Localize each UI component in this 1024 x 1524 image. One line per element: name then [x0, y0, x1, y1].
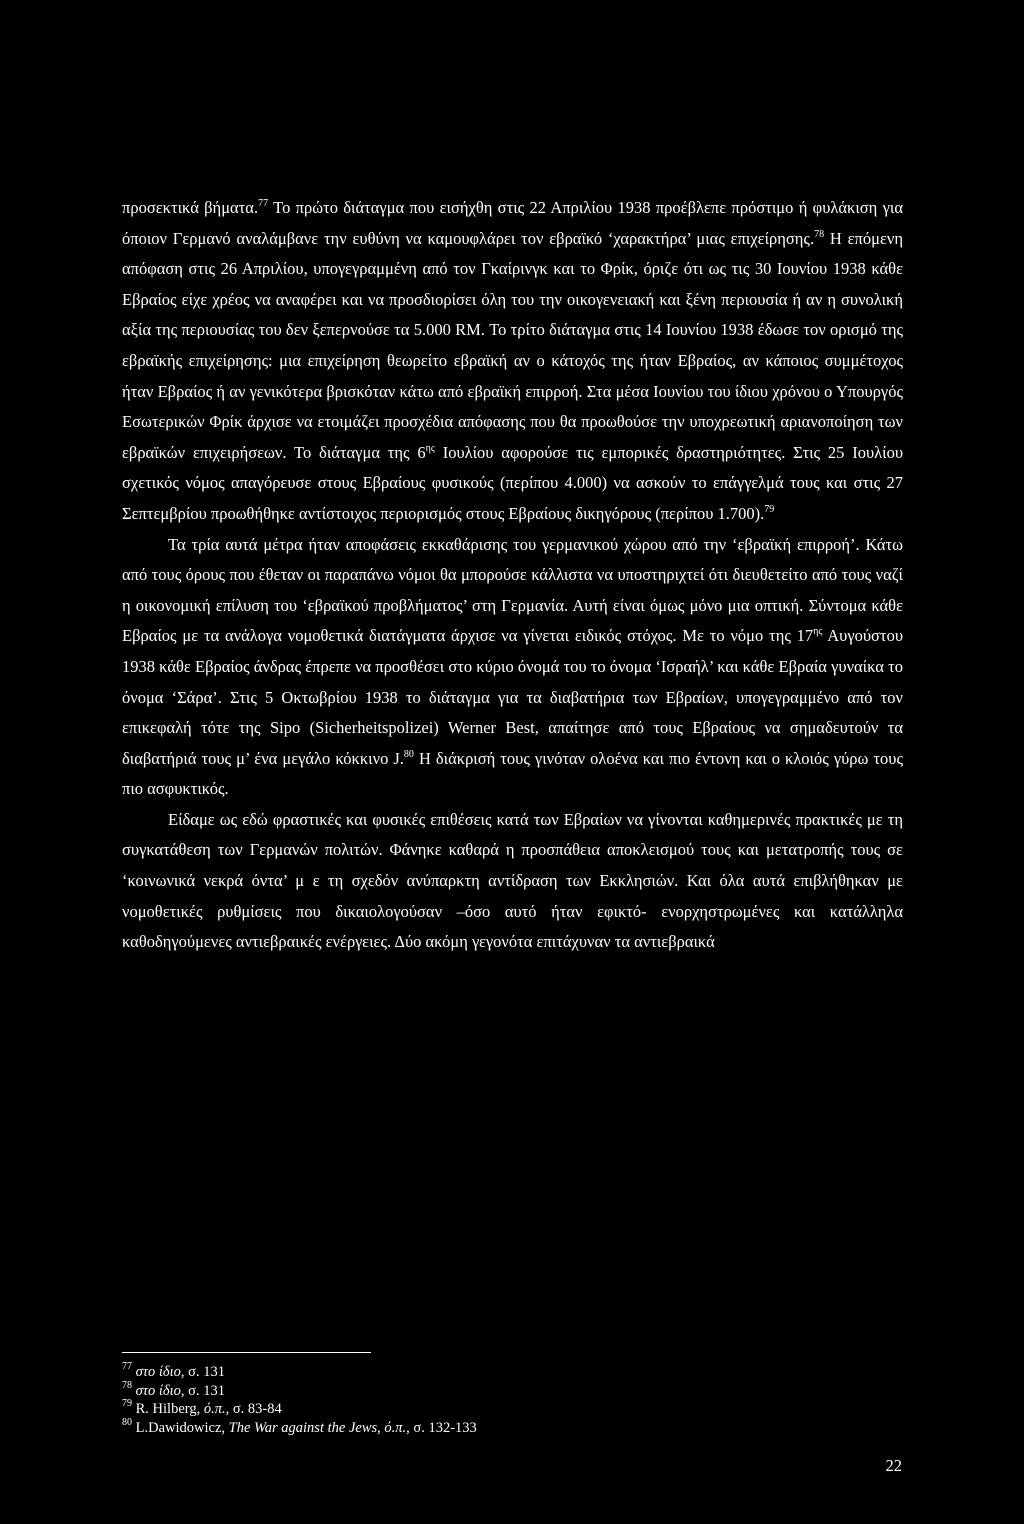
footnote-source: The War against the Jews, ό.π.,	[228, 1419, 410, 1436]
paragraph	[122, 193, 903, 530]
footnote-pages: σ. 132-133	[409, 1419, 477, 1436]
footnote-ref: 78	[814, 228, 825, 240]
footnote-ref: ης	[813, 626, 823, 638]
footnote	[122, 1363, 822, 1382]
body-text	[122, 193, 903, 958]
footnote	[122, 1379, 822, 1401]
footnote-number: 78	[122, 1379, 132, 1391]
text-run: Το πρώτο διάταγμα που εισήχθη στις 22 Απριλίου 1938 προέβλεπε πρόστιμο ή φυλάκιση για όποιον Γερμανό αναλάμβανε την ευθύνη να καμουφλάρει τον εβραϊκό ‘χαρακτήρα’ μιας επιχείρησης.	[122, 198, 903, 248]
footnote-source: στο ίδιο,	[135, 1382, 185, 1399]
footnotes	[122, 1363, 822, 1437]
footnote-number: 80	[122, 1416, 132, 1428]
footnote-ref: ης	[425, 442, 435, 454]
footnote-number: 77	[122, 1361, 132, 1372]
footnote-author: L.Dawidowicz,	[132, 1419, 229, 1436]
footnote-ref: 77	[258, 198, 269, 209]
footnote-separator	[122, 1352, 371, 1353]
footnote	[122, 1400, 822, 1419]
paragraph	[122, 805, 903, 958]
footnote-pages: σ. 131	[184, 1364, 225, 1380]
text-run: Η διάκρισή τους γινόταν ολοένα και πιο έντονη και ο κλοιός γύρω τους πιο ασφυκτικός.	[122, 748, 903, 799]
text-run: Αυγούστου 1938 κάθε Εβραίος άνδρας έπρεπε να προσθέσει στο κύριο όνομά του το όνομα ‘Ισραήλ’ και κάθε Εβραία γυναίκα το όνομα ‘Σάρα’. Στις 5 Οκτωβρίου 1938 το διάταγμα για τα διαβατήρια των Εβραίων, υπογεγραμμένο από τον επικεφαλή τότε της Sipo (Sicherheitspolizei) Werner Best, απαίτησε από τους Εβραίους να σημαδευτούν τα διαβατήριά τους μ’ ένα μεγάλο κόκκινο J.	[122, 626, 903, 768]
paragraph	[122, 530, 903, 805]
footnote-source: ό.π.,	[203, 1401, 230, 1417]
text-run: Τα τρία αυτά μέτρα ήταν αποφάσεις εκκαθάρισης του γερμανικού χώρου από την ‘εβραϊκή επιρροή’. Κάτω από τους όρους που έθεταν οι παραπάνω νόμοι θα μπορούσε κάλλιστα να υποστηριχτεί ότι διευθετείτο από τους ναζί η οικονομική επίλυση του ‘εβραϊκού προβλήματος’ στη Γερμανία. Αυτή είναι όμως μόνο μια οπτική. Σύντομα κάθε Εβραίος με τα ανάλογα νομοθετικά διατάγματα άρχισε να γίνεται ειδικός στόχος. Με το νόμο της 17	[122, 534, 903, 646]
footnote-pages: σ. 83-84	[229, 1401, 282, 1417]
footnote-ref: 79	[764, 503, 775, 515]
text-run: Η επόμενη απόφαση στις 26 Απριλίου, υπογεγραμμένη από τον Γκαίρινγκ και το Φρίκ, όριζε ότι ως τις 30 Ιουνίου 1938 κάθε Εβραίος είχε χρέος να αναφέρει και να προσδιορίσει όλη του την οικογενειακή και ξένη περιουσία ή αν η συνολική αξία της περιουσίας του δεν ξεπερνούσε τα 5.000 RM. Το τρίτο διάταγμα στις 14 Ιουνίου 1938 έδωσε τον ορισμό της εβραϊκής επιχείρησης: μια επιχείρηση θεωρείτο εβραϊκή αν ο κάτοχός της ήταν Εβραίος, αν κάποιος συμμέτοχος ήταν Εβραίος ή αν γενικότερα βρισκόταν κάτω από εβραϊκή επιρροή. Στα μέσα Ιουνίου του ίδιου χρόνου ο Υπουργός Εσωτερικών Φρίκ άρχισε να ετοιμάζει προσχέδια απόφασης που θα προωθούσε την υποχρεωτική αριανοποίηση των εβραϊκών επιχειρήσεων. Το διάταγμα της 6	[122, 228, 903, 462]
footnote	[122, 1416, 822, 1438]
text-run: προσεκτικά βήματα.	[122, 198, 259, 217]
footnote-author: R. Hilberg,	[132, 1401, 204, 1417]
text-run: Ιουλίου αφορούσε τις εμπορικές δραστηριότητες. Στις 25 Ιουλίου σχετικός νόμος απαγόρευσε στους Εβραίους φυσικούς (περίπου 4.000) να ασκούν το επάγγελμά τους και στις 27 Σεπτεμβρίου προωθήθηκε αντίστοιχος περιορισμός στους Εβραίους δικηγόρους (περίπου 1.700).	[122, 442, 903, 523]
footnote-source: στο ίδιο,	[135, 1364, 185, 1380]
footnote-pages: σ. 131	[184, 1382, 225, 1399]
footnote-number: 79	[122, 1398, 132, 1409]
text-run: Είδαμε ως εδώ φραστικές και φυσικές επιθέσεις κατά των Εβραίων να γίνονται καθημερινές πρακτικές με τη συγκατάθεση των Γερμανών πολιτών. Φάνηκε καθαρά η προσπάθεια αποκλεισμού τους και μετατροπής τους σε ‘κοινωνικά νεκρά όντα’ μ ε τη σχεδόν ανύπαρκτη αντίδραση των Εκκλησιών. Και όλα αυτά επιβλήθηκαν με νομοθετικές ρυθμίσεις που δικαιολογούσαν –όσο αυτό ήταν εφικτό- ενορχηστρωμένες και κατάλληλα καθοδηγούμενες αντιεβραικές ενέργειες. Δύο ακόμη γεγονότα επιτάχυναν τα αντιεβραικά	[122, 809, 903, 952]
page-number: 22	[885, 1456, 902, 1475]
footnote-ref: 80	[403, 748, 414, 760]
